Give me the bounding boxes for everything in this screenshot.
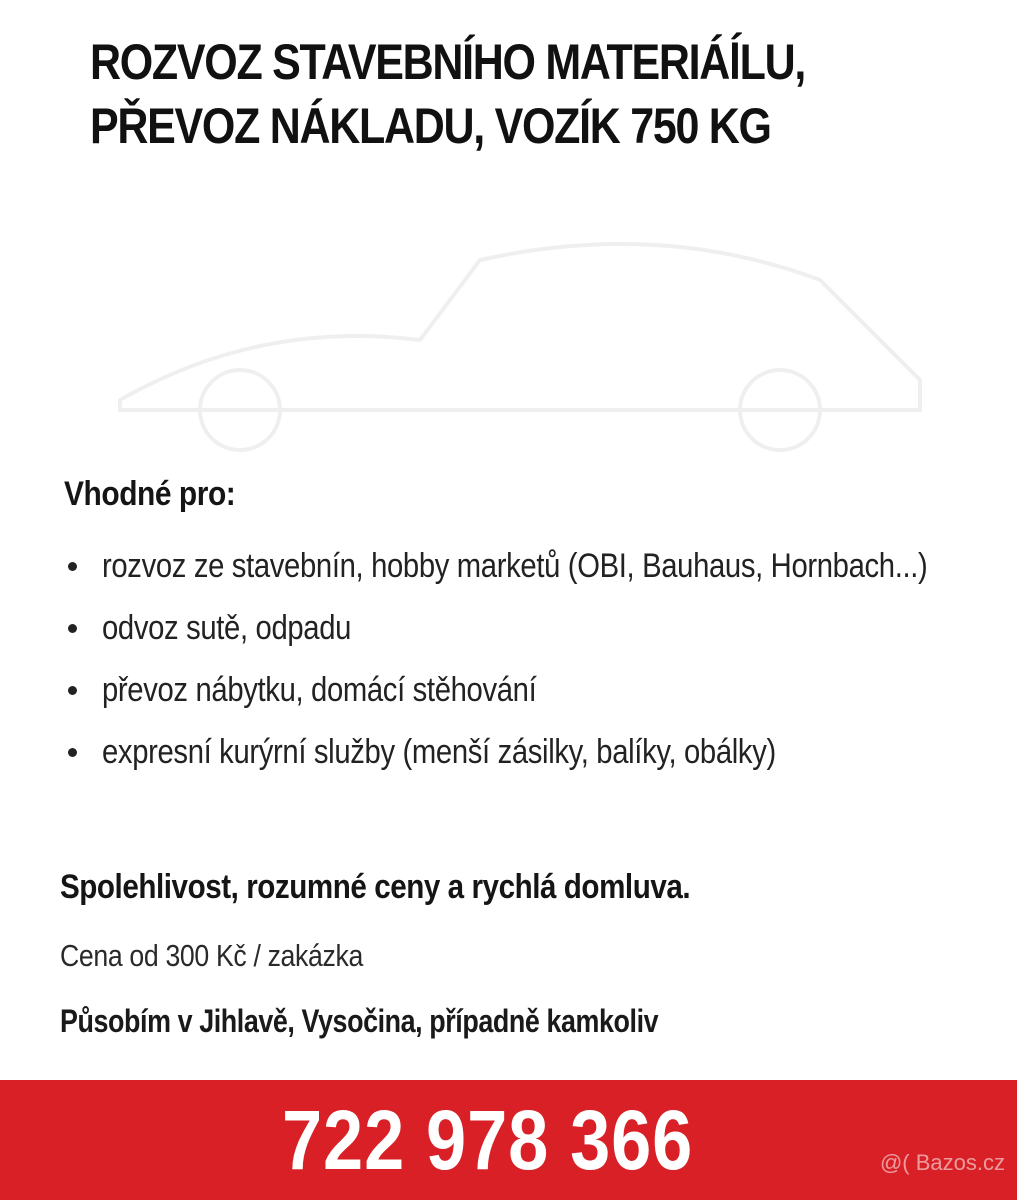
suitable-heading: Vhodné pro: [64,475,236,513]
phone-number[interactable]: 722 978 366 [282,1093,694,1187]
title-line-1: ROZVOZ STAVEBNÍHO MATERIÁĺLU, [90,34,806,90]
list-item-text: převoz nábytku, domácí stěhování [102,671,537,709]
list-item-text: rozvoz ze stavebnín, hobby marketů (OBI, Bauhaus, Hornbach...) [102,547,928,585]
bullet-icon [68,686,77,695]
page-title [90,30,864,158]
bullet-icon [68,624,77,633]
bazos-watermark: @( Bazos.cz [879,1150,1005,1175]
list-item [64,664,1004,716]
list-item [64,540,1004,592]
list-item [64,726,1004,778]
list-item [64,602,1004,654]
title-line-2: PŘEVOZ NÁKLADU, VOZÍK 750 KG [90,98,771,154]
list-item-text: odvoz sutě, odpadu [102,609,352,647]
suitable-list [64,540,1004,788]
list-item-text: expresní kurýrní služby (menší zásilky, balíky, obálky) [102,733,776,771]
faded-van-illustration [60,200,960,460]
bullet-icon [68,748,77,757]
price-text: Cena od 300 Kč / zakázka [60,938,363,973]
location-text: Působím v Jihlavě, Vysočina, případně kamkoliv [60,1003,659,1039]
tagline: Spolehlivost, rozumné ceny a rychlá domluva. [60,868,691,906]
bullet-icon [68,562,77,571]
